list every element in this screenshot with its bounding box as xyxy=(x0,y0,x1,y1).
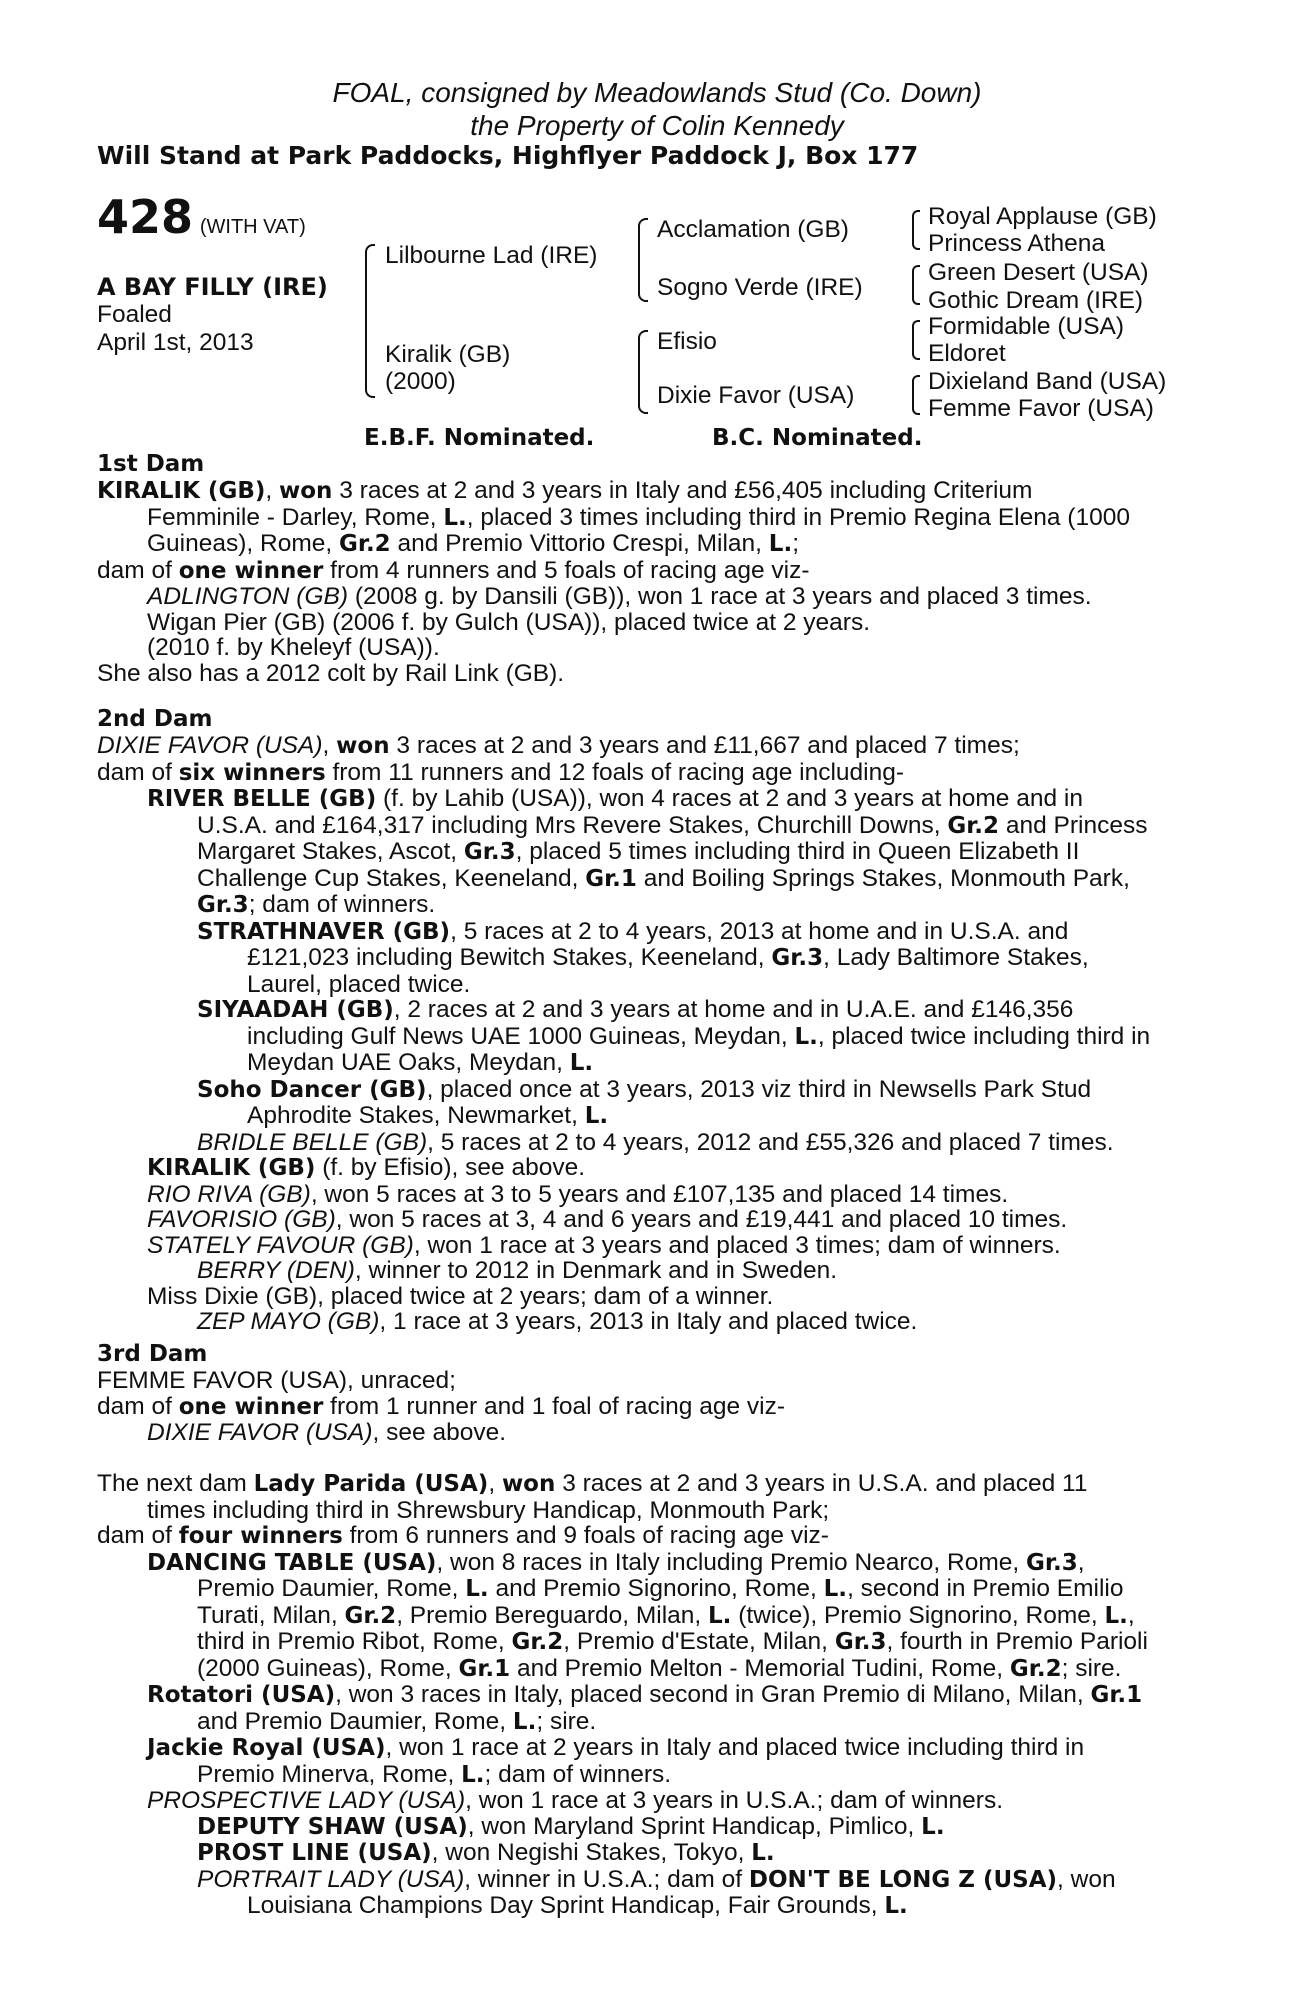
jackie-royal-name: Jackie Royal (USA) xyxy=(147,1735,386,1761)
first-dam-line1: 3 races at 2 and 3 years in Italy and £56,405 including Criterium xyxy=(339,477,1033,504)
dancing-table-l5a: (2000 Guineas), Rome, xyxy=(197,1654,452,1682)
pedigree-brace-3b xyxy=(912,265,920,305)
second-dam-winners: six winners xyxy=(178,759,326,786)
rotatori-l2c: ; sire. xyxy=(536,1707,597,1735)
dancing-table-listed1: L. xyxy=(465,1576,489,1602)
pedigree-brace-3d xyxy=(912,375,920,415)
prost-line-name: PROST LINE (USA) xyxy=(197,1840,432,1866)
dancing-table-listed2: L. xyxy=(823,1576,848,1602)
deputy-shaw-l1b: , won Maryland Sprint Handicap, Pimlico, xyxy=(467,1812,915,1840)
first-dam-listed: L. xyxy=(443,504,467,531)
third-dam-section xyxy=(97,1368,1207,1446)
next-dam-section xyxy=(97,1471,1207,1920)
second-dam-comma: , xyxy=(322,732,330,759)
next-dam-comma: , xyxy=(488,1470,496,1497)
jackie-royal-listed: L. xyxy=(461,1761,485,1788)
dancing-table-gr3: Gr.3 xyxy=(1026,1549,1078,1576)
third-dam-winners: one winner xyxy=(178,1393,324,1420)
rotatori-gr1: Gr.1 xyxy=(1090,1682,1143,1708)
first-dam-line3a: Guineas), Rome, xyxy=(147,530,333,557)
sire-sire-sire: Royal Applause (GB) xyxy=(928,203,1157,230)
next-dam-winners: four winners xyxy=(178,1523,343,1549)
dancing-table-l5e: ; sire. xyxy=(1061,1654,1122,1682)
second-dam-section xyxy=(97,733,1207,1335)
bridle-belle-name: BRIDLE BELLE (GB) xyxy=(197,1128,428,1156)
soho-dancer-listed: L. xyxy=(584,1103,609,1129)
strathnaver-gr3: Gr.3 xyxy=(771,945,824,971)
dancing-table-gr2b: Gr.2 xyxy=(511,1629,564,1655)
produce-adlington: ADLINGTON (GB) xyxy=(147,583,349,610)
third-dam-produce: DIXIE FAVOR (USA) xyxy=(147,1419,373,1446)
dancing-table-gr1: Gr.1 xyxy=(458,1655,511,1682)
dam: Kiralik (GB) xyxy=(385,341,511,368)
favorisio-name: FAVORISIO (GB) xyxy=(147,1206,336,1233)
dancing-table-l2a: Premio Daumier, Rome, xyxy=(197,1575,459,1602)
strathnaver-name: STRATHNAVER (GB) xyxy=(197,918,451,945)
produce-2012: She also has a 2012 colt by Rail Link (GB). xyxy=(97,659,565,687)
next-dam-l2: times including third in Shrewsbury Handicap, Monmouth Park; xyxy=(147,1496,830,1524)
river-belle-l4a: Challenge Cup Stakes, Keeneland, xyxy=(197,864,579,892)
sire: Lilbourne Lad (IRE) xyxy=(385,242,598,269)
pedigree-brace-3c xyxy=(912,320,920,360)
miss-dixie: Miss Dixie (GB), placed twice at 2 years; dam of a winner. xyxy=(147,1282,774,1310)
river-belle-l2c: and Princess xyxy=(1005,811,1148,839)
first-dam-listed2: L. xyxy=(768,531,793,557)
stately-favour-name: STATELY FAVOUR (GB) xyxy=(147,1231,414,1259)
dancing-table-name: DANCING TABLE (USA) xyxy=(147,1549,437,1576)
next-dam-l3a: dam of xyxy=(97,1522,172,1549)
siyaadah-l2a: including Gulf News UAE 1000 Guineas, Meydan, xyxy=(247,1022,788,1050)
foaled-label: Foaled xyxy=(97,301,172,328)
dam-dam-sire: Dixieland Band (USA) xyxy=(928,368,1167,395)
dam-sire-dam: Eldoret xyxy=(928,340,1006,367)
third-dam-l3b: , see above. xyxy=(372,1419,507,1446)
rotatori-l2a: and Premio Daumier, Rome, xyxy=(197,1707,507,1735)
dancing-table-l1d: , xyxy=(1077,1548,1085,1576)
deputy-shaw-listed: L. xyxy=(921,1813,945,1840)
stately-favour-l1: , won 1 race at 3 years and placed 3 times; dam of winners. xyxy=(413,1231,1061,1259)
dancing-table-l2c: and Premio Signorino, Rome, xyxy=(495,1575,817,1602)
prospective-lady-name: PROSPECTIVE LADY (USA) xyxy=(147,1787,466,1814)
lot-number: 428 xyxy=(97,190,194,244)
river-belle-gr2: Gr.2 xyxy=(947,812,1000,839)
jackie-royal-l2a: Premio Minerva, Rome, xyxy=(197,1760,455,1788)
first-dam-winners: one winner xyxy=(178,557,324,584)
prospective-lady-l1b: , won 1 race at 3 years in U.S.A.; dam of winners. xyxy=(465,1787,1004,1814)
bc-nominated: B.C. Nominated. xyxy=(712,425,923,451)
second-dam-won: won xyxy=(336,733,390,759)
favorisio-l1: , won 5 races at 3, 4 and 6 years and £19,441 and placed 10 times. xyxy=(335,1206,1068,1233)
portrait-lady-l2a: Louisiana Champions Day Sprint Handicap, Fair Grounds, xyxy=(247,1892,878,1919)
siyaadah-l1: , 2 races at 2 and 3 years at home and in U.A.E. and £146,356 xyxy=(393,996,1074,1023)
siyaadah-name: SIYAADAH (GB) xyxy=(197,997,394,1023)
first-dam-line4a: dam of xyxy=(97,556,172,584)
portrait-lady-name: PORTRAIT LADY (USA) xyxy=(197,1865,465,1893)
lot-number-block xyxy=(97,190,306,244)
dancing-table-l3a: Turati, Milan, xyxy=(197,1601,338,1629)
river-belle-gr1: Gr.1 xyxy=(585,865,637,892)
second-dam-line2a: dam of xyxy=(97,758,172,786)
sire-dam: Sogno Verde (IRE) xyxy=(657,274,863,301)
river-belle-l3c: , placed 5 times including third in Queen Elizabeth II xyxy=(515,838,1080,865)
rotatori-listed: L. xyxy=(512,1708,537,1735)
first-dam-won: won xyxy=(279,478,333,504)
kiralik-name: KIRALIK (GB) xyxy=(147,1155,316,1181)
second-dam-title: 2nd Dam xyxy=(97,706,213,732)
first-dam-line2c: , placed 3 times including third in Premio Regina Elena (1000 xyxy=(466,503,1130,531)
second-dam-name: DIXIE FAVOR (USA) xyxy=(97,732,323,759)
jackie-royal-l2c: ; dam of winners. xyxy=(484,1760,672,1788)
next-dam-name: Lady Parida (USA) xyxy=(253,1471,489,1497)
pedigree-brace-3a xyxy=(912,210,920,250)
dancing-table-l3e: (twice), Premio Signorino, Rome, xyxy=(738,1601,1098,1629)
next-dam-l1e: 3 races at 2 and 3 years in U.S.A. and placed 11 xyxy=(562,1470,1088,1497)
river-belle-l3a: Margaret Stakes, Ascot, xyxy=(197,838,458,865)
dancing-table-l2e: , second in Premio Emilio xyxy=(847,1575,1124,1602)
portrait-lady-l1d: , won xyxy=(1057,1865,1116,1893)
berry-l1: , winner to 2012 in Denmark and in Sweden. xyxy=(354,1257,838,1284)
vat-label: (WITH VAT) xyxy=(199,216,306,238)
third-dam-title: 3rd Dam xyxy=(97,1341,208,1367)
river-belle-l2a: U.S.A. and £164,317 including Mrs Revere Stakes, Churchill Downs, xyxy=(197,811,941,839)
river-belle-name: RIVER BELLE (GB) xyxy=(147,786,377,812)
siyaadah-listed2: L. xyxy=(569,1050,594,1076)
produce-wigan-pier: Wigan Pier (GB) (2006 f. by Gulch (USA)), placed twice at 2 years. xyxy=(147,608,871,636)
third-dam-l2c: from 1 runner and 1 foal of racing age viz- xyxy=(330,1392,785,1420)
bridle-belle-l1: , 5 races at 2 to 4 years, 2012 and £55,326 and placed 7 times. xyxy=(427,1128,1114,1156)
river-belle-l4c: and Boiling Springs Stakes, Monmouth Park, xyxy=(643,864,1130,892)
produce-2010: (2010 f. by Kheleyf (USA)). xyxy=(147,634,440,661)
soho-dancer-l1: , placed once at 3 years, 2013 viz third in Newsells Park Stud xyxy=(426,1075,1092,1103)
second-dam-line2c: from 11 runners and 12 foals of racing age including- xyxy=(332,758,905,786)
dam-sire-sire: Formidable (USA) xyxy=(928,313,1125,340)
next-dam-won: won xyxy=(501,1471,556,1497)
produce-adlington-details: (2008 g. by Dansili (GB)), won 1 race at 3 years and placed 3 times. xyxy=(354,583,1092,610)
first-dam-line2a: Femminile - Darley, Rome, xyxy=(147,503,437,531)
dancing-table-listed4: L. xyxy=(1104,1602,1128,1629)
sire-sire: Acclamation (GB) xyxy=(657,216,849,243)
siyaadah-listed: L. xyxy=(794,1023,818,1050)
dancing-table-gr3b: Gr.3 xyxy=(834,1629,887,1655)
sire-dam-sire: Green Desert (USA) xyxy=(928,259,1149,286)
sire-sire-dam: Princess Athena xyxy=(928,230,1106,257)
first-dam-line3e: ; xyxy=(792,530,800,557)
dont-be-long-z-name: DON'T BE LONG Z (USA) xyxy=(748,1866,1058,1893)
prost-line-listed: L. xyxy=(751,1840,775,1866)
next-dam-l1a: The next dam xyxy=(97,1470,247,1497)
rotatori-l1b: , won 3 races in Italy, placed second in Gran Premio di Milano, Milan, xyxy=(335,1681,1084,1708)
dancing-table-l3c: , Premio Bereguardo, Milan, xyxy=(396,1601,702,1629)
dancing-table-l4e: , fourth in Premio Parioli xyxy=(886,1628,1148,1655)
location-line: Will Stand at Park Paddocks, Highflyer Paddock J, Box 177 xyxy=(97,141,919,170)
pedigree-brace-sire xyxy=(638,218,648,302)
dancing-table-listed3: L. xyxy=(708,1602,732,1629)
dancing-table-l3g: , xyxy=(1127,1601,1135,1629)
dam-dam-dam: Femme Favor (USA) xyxy=(928,395,1154,422)
dam-sire: Efisio xyxy=(657,328,717,355)
dancing-table-l1b: , won 8 races in Italy including Premio Nearco, Rome, xyxy=(436,1548,1020,1576)
kiralik-l1: (f. by Efisio), see above. xyxy=(322,1154,586,1181)
dancing-table-gr2c: Gr.2 xyxy=(1009,1655,1062,1682)
first-dam-name: KIRALIK (GB) xyxy=(97,478,266,504)
deputy-shaw-name: DEPUTY SHAW (USA) xyxy=(197,1813,468,1840)
third-dam-l2a: dam of xyxy=(97,1392,172,1420)
ebf-nominated: E.B.F. Nominated. xyxy=(364,425,595,451)
next-dam-l3c: from 6 runners and 9 foals of racing age viz- xyxy=(349,1522,829,1549)
river-belle-l5b: ; dam of winners. xyxy=(248,891,436,918)
lot-name: A BAY FILLY (IRE) xyxy=(97,273,328,301)
strathnaver-l2a: £121,023 including Bewitch Stakes, Keeneland, xyxy=(247,944,765,971)
strathnaver-l2c: , Lady Baltimore Stakes, xyxy=(823,944,1089,971)
portrait-lady-listed: L. xyxy=(884,1893,908,1919)
third-dam-name: FEMME FAVOR (USA), unraced; xyxy=(97,1367,456,1394)
jackie-royal-l1b: , won 1 race at 2 years in Italy and placed twice including third in xyxy=(385,1734,1085,1761)
berry-name: BERRY (DEN) xyxy=(197,1257,355,1284)
prost-line-l1b: , won Negishi Stakes, Tokyo, xyxy=(431,1839,745,1866)
pedigree-brace-gen1 xyxy=(365,244,375,398)
river-belle-gr3b: Gr.3 xyxy=(197,892,249,918)
river-belle-l1: (f. by Lahib (USA)), won 4 races at 2 and 3 years at home and in xyxy=(383,785,1083,812)
portrait-lady-l1b: , winner in U.S.A.; dam of xyxy=(464,1865,743,1893)
first-dam-gr2: Gr.2 xyxy=(339,531,391,557)
pedigree-brace-dam xyxy=(638,330,648,414)
river-belle-gr3: Gr.3 xyxy=(463,839,516,865)
rio-riva-l1: , won 5 races at 3 to 5 years and £107,135 and placed 14 times. xyxy=(310,1180,1009,1208)
dancing-table-l5c: and Premio Melton - Memorial Tudini, Rome, xyxy=(516,1654,1004,1682)
soho-dancer-name: Soho Dancer (GB) xyxy=(197,1076,427,1103)
strathnaver-l3: Laurel, placed twice. xyxy=(247,970,471,998)
dancing-table-gr2: Gr.2 xyxy=(344,1602,397,1629)
rotatori-name: Rotatori (USA) xyxy=(147,1682,336,1708)
foaled-date: April 1st, 2013 xyxy=(97,329,254,356)
consignor-line: FOAL, consigned by Meadowlands Stud (Co. Down) xyxy=(332,77,982,108)
sire-dam-dam: Gothic Dream (IRE) xyxy=(928,287,1144,314)
soho-dancer-l2a: Aphrodite Stakes, Newmarket, xyxy=(247,1102,578,1129)
second-dam-line1: 3 races at 2 and 3 years and £11,667 and placed 7 times; xyxy=(396,732,1020,759)
rio-riva-name: RIO RIVA (GB) xyxy=(147,1180,311,1208)
zep-mayo-name: ZEP MAYO (GB) xyxy=(197,1308,380,1335)
zep-mayo-l1: , 1 race at 3 years, 2013 in Italy and placed twice. xyxy=(379,1308,918,1335)
strathnaver-l1: , 5 races at 2 to 4 years, 2013 at home and in U.S.A. and xyxy=(450,917,1069,945)
first-dam-section: KIRALIK (GB), won 3 races at 2 and 3 years in Italy and £56,405 including Criterium Femminile - Darley, Rome, L., placed 3 times including third in Premio Regina Elena (1000 Guineas), Rome, Gr.2 and Premio Vittorio Crespi, Milan, L.; dam of one winner from 4 runners and 5 foals of racing age viz- ADLINGTON (GB) (2008 g. by Dansili (GB)), won 1 race at 3 years and placed 3 times. Wigan Pier (GB) (2006 f. by Gulch (USA)), placed twice at 2 years. (2010 f. by Kheleyf (USA)). She also has a 2012 colt by Rail Link (GB). xyxy=(97,478,1207,686)
first-dam-line3c: and Premio Vittorio Crespi, Milan, xyxy=(397,530,762,557)
dam-year: (2000) xyxy=(385,368,456,395)
first-dam-line4c: from 4 runners and 5 foals of racing age viz- xyxy=(330,556,810,584)
dam-dam: Dixie Favor (USA) xyxy=(657,382,855,409)
dancing-table-l4c: , Premio d'Estate, Milan, xyxy=(563,1628,828,1655)
siyaadah-l2c: , placed twice including third in xyxy=(817,1022,1151,1050)
dancing-table-l4a: third in Premio Ribot, Rome, xyxy=(197,1628,505,1655)
first-dam-title: 1st Dam xyxy=(97,451,205,477)
siyaadah-l3a: Meydan UAE Oaks, Meydan, xyxy=(247,1049,563,1076)
property-line: the Property of Colin Kennedy xyxy=(470,110,844,141)
